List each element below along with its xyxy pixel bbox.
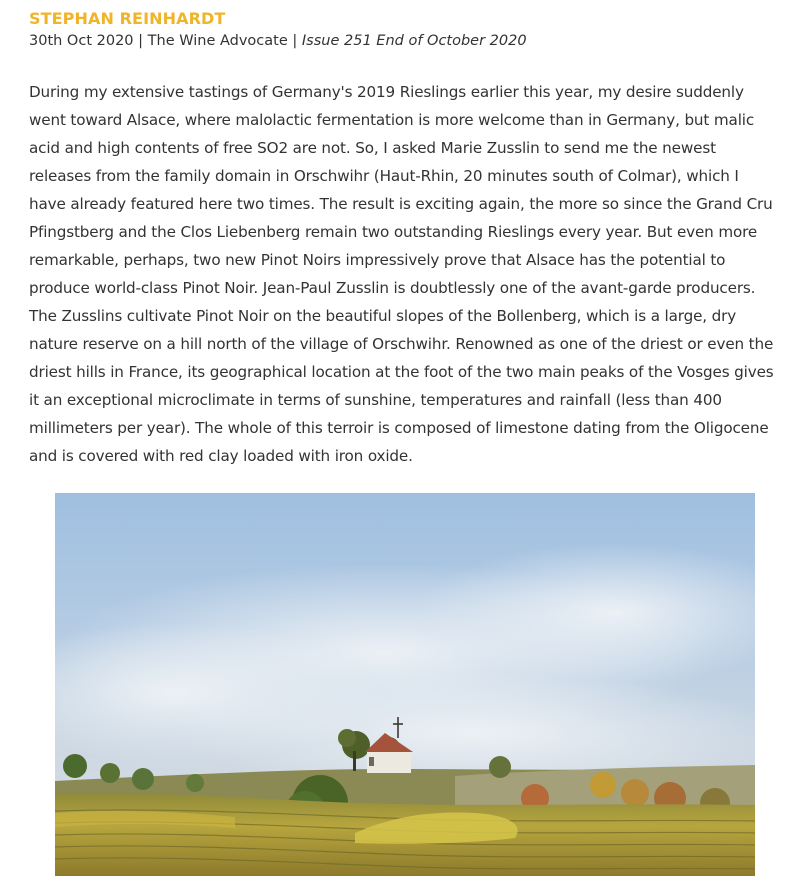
meta-separator: | (292, 33, 298, 49)
article (29, 8, 779, 470)
meta-separator: | (138, 33, 144, 49)
publication-name: The Wine Advocate (147, 33, 288, 49)
article-photo (55, 493, 755, 876)
article-date: 30th Oct 2020 (29, 33, 134, 49)
issue-label[interactable]: Issue 251 End of October 2020 (301, 33, 527, 49)
article-meta (29, 30, 779, 52)
photo-chapel-vineyard-icon (55, 493, 755, 876)
article-body: During my extensive tastings of Germany's 2019 Rieslings earlier this year, my desire suddenly went toward Alsace, where malolactic fermentation is more welcome than in Germany, but malic acid and high contents of free SO2 are not. So, I asked Marie Zusslin to send me the newest releases from the family domain in Orschwihr (Haut-Rhin, 20 minutes south of Colmar), which I have already featured here two times. The result is exciting again, the more so since the Grand Cru Pfingstberg and the Clos Liebenberg remain two outstanding Rieslings every year. But even more remarkable, perhaps, two new Pinot Noirs impressively prove that Alsace has the potential to produce world-class Pinot Noir. Jean-Paul Zusslin is doubtlessly one of the avant-garde producers. The Zusslins cultivate Pinot Noir on the beautiful slopes of the Bollenberg, which is a large, dry nature reserve on a hill north of the village of Orschwihr. Renowned as one of the driest or even the driest hills in France, its geographical location at the foot of the two main peaks of the Vosges gives it an exceptional microclimate in terms of sunshine, temperatures and rainfall (less than 400 millimeters per year). The whole of this terroir is composed of limestone dating from the Oligocene and is covered with red clay loaded with iron oxide. (29, 83, 774, 465)
author-name[interactable]: STEPHAN REINHARDT (29, 9, 226, 28)
